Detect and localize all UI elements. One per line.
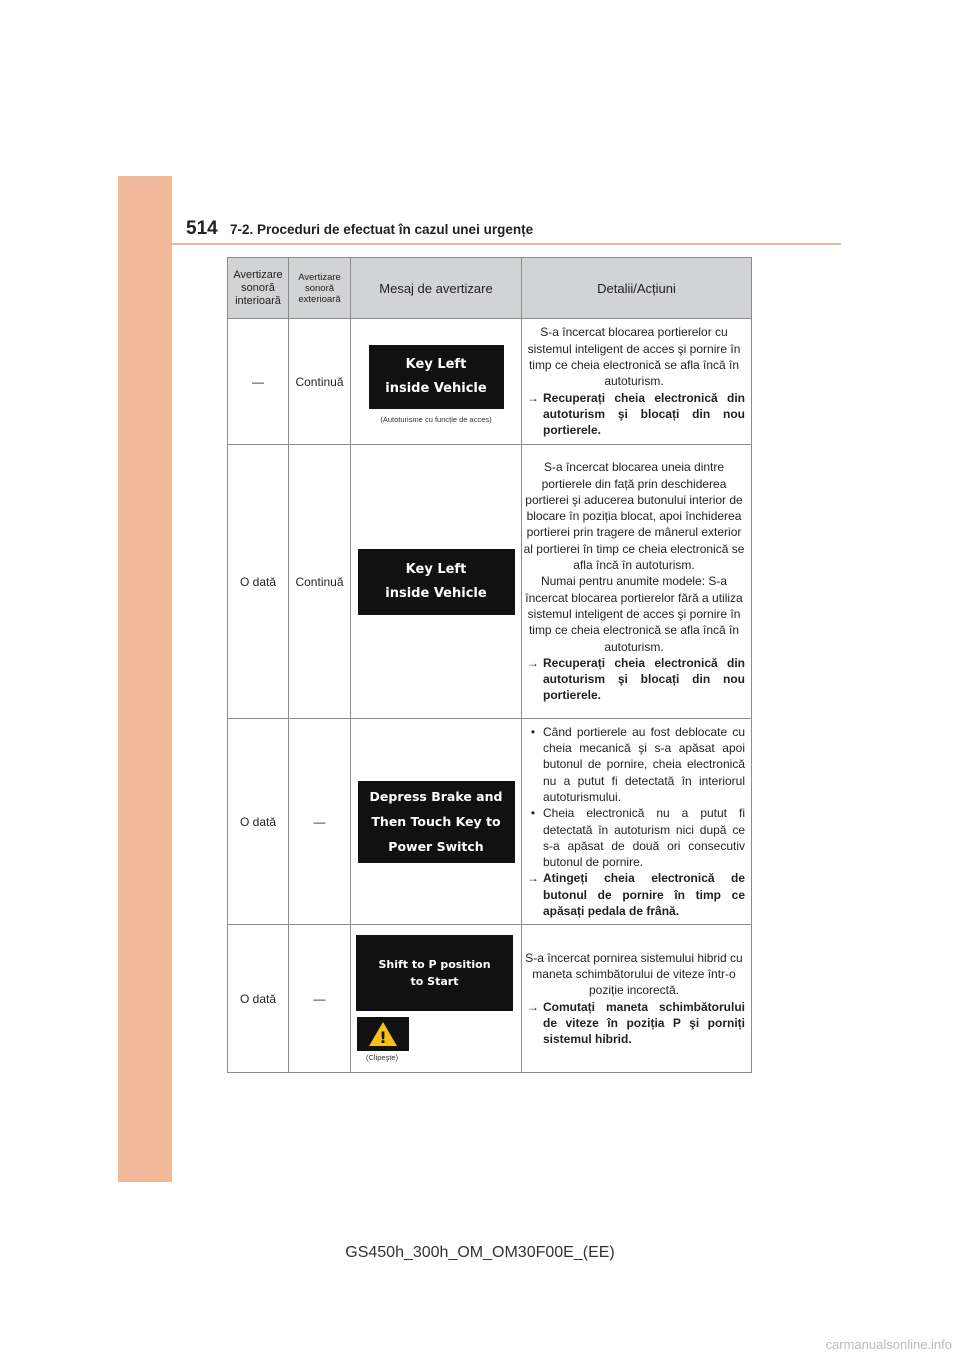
interior-buzzer-cell: O dată [228, 445, 289, 719]
display-key-left-inside-vehicle: Key Left inside Vehicle [358, 549, 515, 615]
warning-message-cell [351, 445, 522, 719]
action-item [523, 655, 745, 704]
exterior-buzzer-cell [289, 719, 351, 925]
table-row [228, 319, 752, 445]
table-row [228, 925, 752, 1073]
detail-text: S-a încercat blocarea portierelor cu sistemul inteligent de acces şi pornire în timp ce cheia electronică se afla încă în autoturism. [527, 325, 741, 389]
exterior-buzzer-cell [289, 925, 351, 1073]
table-header-row [228, 258, 752, 319]
interior-buzzer-cell: O dată [228, 925, 289, 1073]
arrow-icon: → [527, 999, 539, 1014]
bullet-icon: • [530, 806, 536, 821]
action-text: Atingeți cheia electronică de butonul de pornire în timp ce apăsați pedala de frână. [543, 871, 745, 918]
warning-light-box [357, 1017, 409, 1051]
list-item: • Cheia electronică nu a putut fi detectată în autoturism nici după ce s-a apăsat de două ori consecutiv butonul de pornire. [523, 805, 745, 870]
header-interior-buzzer: Avertizare sonoră interioară [228, 258, 289, 319]
page-number: 514 [186, 218, 218, 239]
table-row [228, 719, 752, 925]
details-cell [522, 719, 752, 925]
warning-message-cell [351, 719, 522, 925]
details-cell [522, 925, 752, 1073]
details-cell [522, 319, 752, 445]
watermark: carmanualsonline.info [825, 1337, 952, 1352]
action-text: Recuperați cheia electronică din autoturism şi blocați din nou portierele. [543, 390, 745, 438]
list-item: • Când portierele au fost deblocate cu cheia mecanică şi s-a apăsat apoi butonul de pornire, cheia electronică nu a putut fi detectată în interiorul autoturismului. [523, 724, 745, 805]
header-warning-message: Mesaj de avertizare [351, 258, 522, 319]
action-item [523, 999, 745, 1048]
details-cell [522, 445, 752, 719]
action-text: Recuperați cheia electronică din autoturism şi blocați din nou portierele. [543, 655, 745, 703]
exterior-buzzer-cell: Continuă [289, 445, 351, 719]
display-shift-to-p: Shift to P position to Start [356, 935, 513, 1011]
footer-document-code: GS450h_300h_OM_OM30F00E_(EE) [345, 1244, 615, 1261]
detail-text-models: Numai pentru anumite modele: S-a încercat blocarea portierelor fără a utiliza sistemul inteligent de acces şi pornire în timp ce cheia electronică se afla încă în autoturism. [525, 574, 743, 654]
warning-exclamation: ! [379, 1028, 387, 1047]
warning-message-cell [351, 925, 522, 1073]
chapter-tab-sidebar [118, 176, 172, 1182]
header-details-actions: Detalii/Acțiuni [522, 258, 752, 319]
detail-text: S-a încercat blocarea uneia dintre portierele din față prin deschiderea portierei şi aducerea butonului interior de blocare în poziția blocat, apoi închiderea portierei prin tragere de mânerul exterior al portierei în timp ce cheia electronică se afla încă în autoturism. [523, 460, 745, 573]
dash-mark: — [313, 814, 326, 829]
dash-mark: — [252, 374, 264, 389]
action-item [523, 870, 745, 919]
display-key-left-inside-vehicle: Key Left inside Vehicle [369, 345, 504, 409]
display-depress-brake: Depress Brake and Then Touch Key to Power Switch [358, 781, 515, 863]
arrow-icon: → [527, 871, 539, 886]
display-caption: (Autoturisme cu funcție de acces) [380, 415, 492, 424]
dash-mark: — [313, 991, 326, 1006]
warning-triangle-icon [368, 1021, 398, 1047]
interior-buzzer-cell: O dată [228, 719, 289, 925]
table-row [228, 445, 752, 719]
action-item [523, 390, 745, 439]
arrow-icon: → [527, 390, 539, 405]
section-title: 7-2. Proceduri de efectuat în cazul unei urgențe [230, 222, 534, 237]
header-rule [172, 243, 841, 245]
warning-table [227, 257, 752, 1073]
action-text: Comutați maneta schimbătorului de viteze în poziția P şi porniți sistemul hibrid. [543, 999, 745, 1047]
warning-message-cell [351, 319, 522, 445]
arrow-icon: → [527, 655, 539, 670]
header-exterior-buzzer: Avertizare sonoră exterioară [289, 258, 351, 319]
exterior-buzzer-cell: Continuă [289, 319, 351, 445]
detail-text: S-a încercat pornirea sistemului hibrid cu maneta schimbătorului de viteze într-o poziție incorectă. [525, 950, 743, 998]
bullet-icon: • [530, 724, 536, 739]
display-caption: (Clipeşte) [366, 1053, 399, 1062]
interior-buzzer-cell [228, 319, 289, 445]
